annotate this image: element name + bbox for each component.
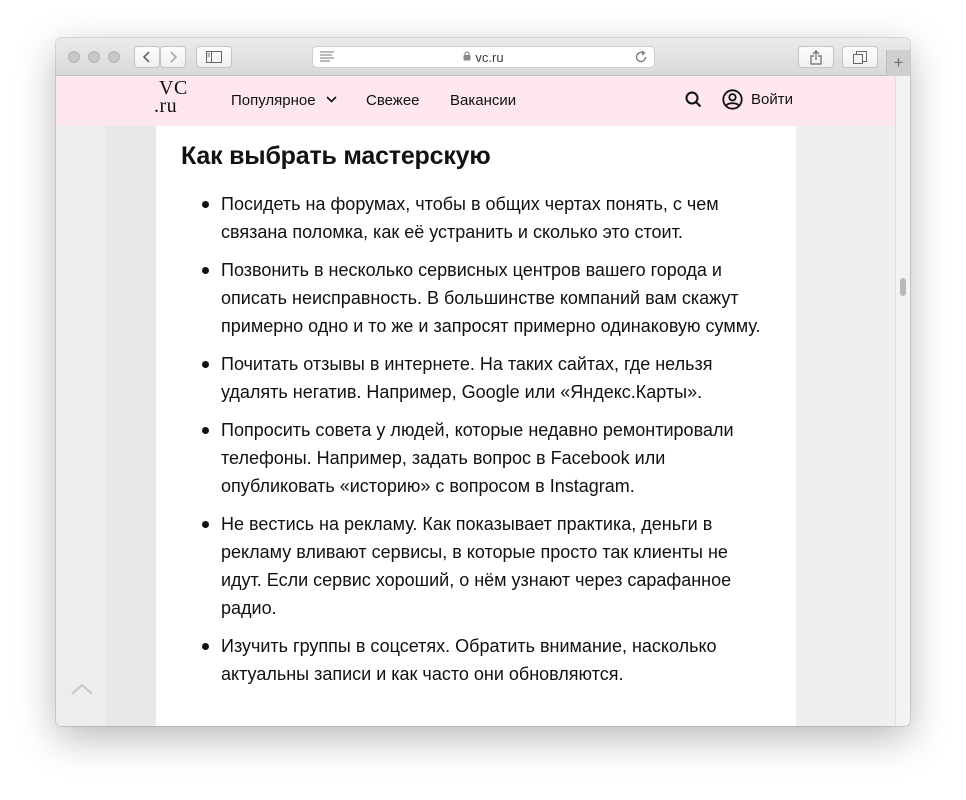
show-tabs-button[interactable] bbox=[842, 46, 878, 68]
search-icon[interactable] bbox=[685, 91, 702, 108]
new-tab-button[interactable] bbox=[886, 50, 910, 76]
share-button[interactable] bbox=[798, 46, 834, 68]
article-content bbox=[156, 126, 796, 726]
close-window-button[interactable] bbox=[68, 51, 80, 63]
minimize-window-button[interactable] bbox=[88, 51, 100, 63]
list-item: Изучить группы в соцсетях. Обратить внимание, насколько актуальны записи и как часто они обновляются. bbox=[181, 632, 761, 688]
site-header bbox=[56, 76, 895, 126]
url-text: vc.ru bbox=[475, 49, 504, 65]
nav-popular[interactable] bbox=[231, 92, 337, 110]
chevron-down-icon bbox=[326, 96, 337, 103]
nav-vacancies[interactable]: Вакансии bbox=[450, 92, 517, 109]
section-heading: Как выбрать мастерскую bbox=[181, 142, 491, 170]
left-sidebar bbox=[106, 126, 156, 726]
nav-popular-label: Популярное bbox=[231, 92, 316, 109]
scrollbar-thumb[interactable] bbox=[900, 278, 906, 296]
logo-line-1: VC bbox=[159, 77, 188, 99]
address-bar[interactable] bbox=[312, 46, 655, 68]
page-scrollbar[interactable] bbox=[895, 76, 910, 726]
sidebar-button[interactable] bbox=[196, 46, 232, 68]
reader-icon[interactable] bbox=[320, 51, 334, 63]
vc-logo[interactable] bbox=[154, 79, 194, 115]
browser-toolbar bbox=[56, 38, 910, 76]
login-label: Войти bbox=[751, 91, 793, 108]
share-icon bbox=[810, 50, 822, 65]
scroll-to-top-icon[interactable] bbox=[70, 682, 94, 696]
list-item: Почитать отзывы в интернете. На таких сайтах, где нельзя удалять негатив. Например, Google или «Яндекс.Карты». bbox=[181, 350, 761, 406]
zoom-window-button[interactable] bbox=[108, 51, 120, 63]
forward-button[interactable] bbox=[160, 46, 186, 68]
forward-icon bbox=[168, 51, 178, 63]
browser-window bbox=[56, 38, 910, 726]
new-tab-icon: + bbox=[893, 53, 904, 72]
tips-list bbox=[181, 190, 761, 698]
right-gutter bbox=[796, 126, 895, 726]
back-button[interactable] bbox=[134, 46, 160, 68]
list-item: Не вестись на рекламу. Как показывает практика, деньги в рекламу вливают сервисы, в которые просто так клиенты не идут. Если сервис хороший, о нём узнают через сарафанное радио. bbox=[181, 510, 761, 622]
page-viewport bbox=[56, 76, 910, 726]
logo-line-2: .ru bbox=[154, 95, 178, 117]
left-gutter bbox=[56, 126, 106, 726]
reload-icon[interactable] bbox=[634, 50, 648, 64]
user-icon bbox=[722, 89, 743, 110]
login-button[interactable] bbox=[722, 89, 793, 110]
list-item: Позвонить в несколько сервисных центров вашего города и описать неисправность. В большинстве компаний вам скажут примерно одно и то же и запросят примерно одинаковую сумму. bbox=[181, 256, 761, 340]
back-icon bbox=[142, 51, 152, 63]
sidebar-icon bbox=[206, 51, 222, 63]
list-item: Попросить совета у людей, которые недавно ремонтировали телефоны. Например, задать вопрос в Facebook или опубликовать «историю» с вопросом в Instagram. bbox=[181, 416, 761, 500]
tabs-icon bbox=[853, 51, 867, 64]
list-item: Посидеть на форумах, чтобы в общих чертах понять, с чем связана поломка, как её устранить и сколько это стоит. bbox=[181, 190, 761, 246]
lock-icon bbox=[463, 51, 471, 64]
nav-fresh[interactable]: Свежее bbox=[366, 92, 420, 109]
